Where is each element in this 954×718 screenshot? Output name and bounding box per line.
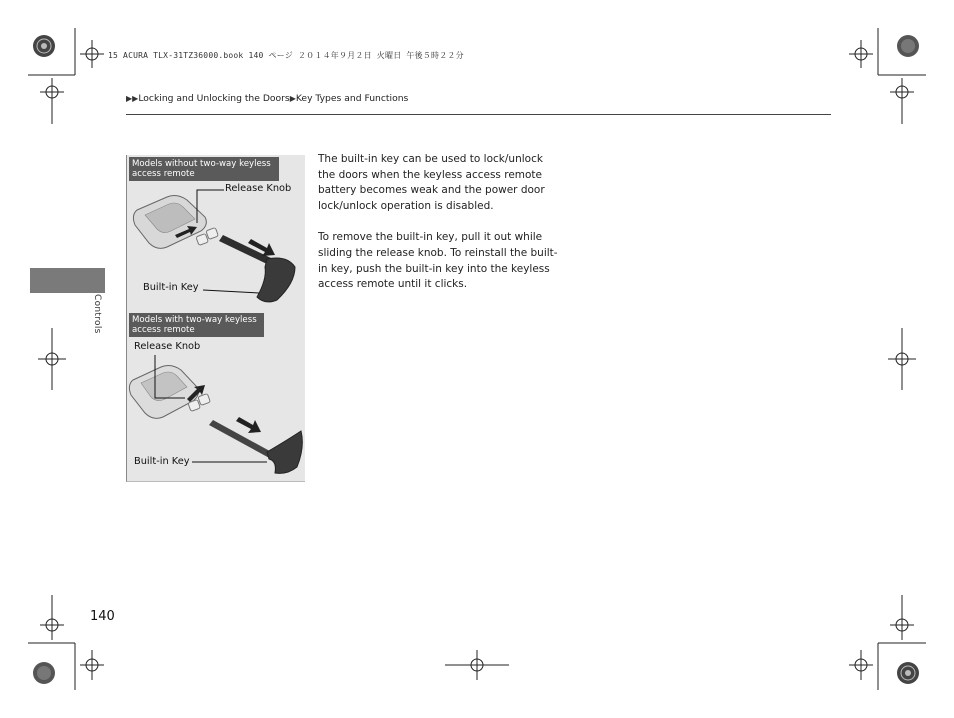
crosshair-target-icon [445, 650, 509, 680]
color-registration-icon [33, 662, 55, 684]
breadcrumb-marker: ▶▶ [126, 94, 139, 103]
crosshair-target-icon [40, 78, 64, 124]
crosshair-target-icon [849, 650, 873, 680]
section-label: Controls [92, 294, 102, 334]
crosshair-target-icon [40, 595, 64, 640]
color-registration-icon [897, 662, 919, 684]
crosshair-target-icon [890, 595, 914, 640]
breadcrumb-item-locking[interactable]: Locking and Unlocking the Doors [138, 93, 290, 104]
color-registration-icon [33, 35, 55, 57]
crosshair-target-icon [80, 650, 104, 680]
color-registration-icon [897, 35, 919, 57]
body-text [318, 152, 558, 309]
pull-arrow-icon [236, 417, 261, 433]
model-label-without-two-way: Models without two-way keyless access remote [129, 157, 279, 181]
crosshair-target-icon [849, 40, 873, 68]
keyless-remote-fob-illustration [133, 196, 218, 249]
paragraph-remove-reinstall: To remove the built-in key, pull it out while sliding the release knob. To reinstall the built-in key, push the built-in key into the keyless access remote until it clicks. [318, 231, 558, 291]
built-in-key-callout: Built-in Key [143, 282, 199, 293]
crosshair-target-icon [888, 328, 916, 390]
page-number: 140 [90, 609, 115, 624]
breadcrumb-item-key-types[interactable]: Key Types and Functions [295, 93, 409, 104]
crosshair-target-icon [80, 40, 104, 68]
header-rule [126, 114, 831, 115]
paragraph-battery-weak: The built-in key can be used to lock/unlock the doors when the keyless access remote battery becomes weak and the power door lock/unlock operation is disabled. [318, 153, 545, 212]
model-label-with-two-way: Models with two-way keyless access remote [129, 313, 264, 337]
breadcrumb-separator: ▶ [289, 94, 296, 103]
built-in-key-callout: Built-in Key [134, 456, 190, 467]
crosshair-target-icon [38, 328, 66, 390]
section-tab[interactable] [30, 268, 105, 293]
release-knob-callout: Release Knob [225, 183, 292, 194]
key-illustration-panel [126, 155, 305, 482]
breadcrumb [126, 93, 408, 104]
crosshair-target-icon [890, 78, 914, 124]
print-header: 15 ACURA TLX-31TZ36000.book 140 ページ ２０１４年９月２日 火曜日 午後５時２２分 [108, 51, 464, 60]
release-knob-callout: Release Knob [134, 341, 201, 352]
key-illustration [127, 155, 305, 481]
